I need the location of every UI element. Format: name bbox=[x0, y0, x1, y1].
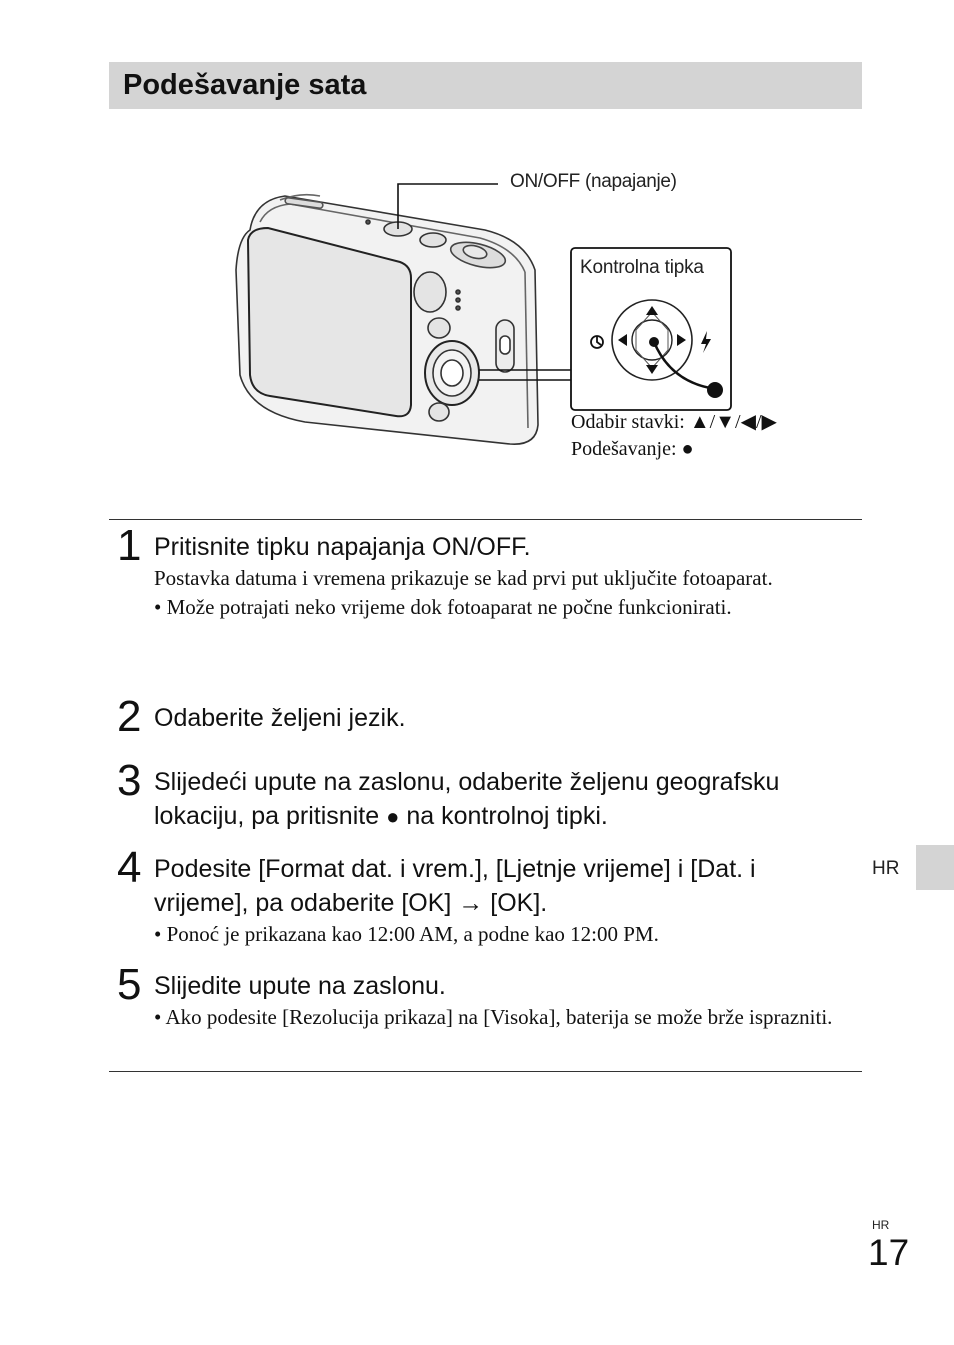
side-language-label: HR bbox=[872, 858, 900, 879]
step-2 bbox=[109, 692, 869, 741]
step-heading-part1: Slijedeći upute na zaslonu, odaberite željenu geografsku lokaciju, pa pritisnite bbox=[154, 768, 780, 830]
step-3 bbox=[109, 756, 869, 834]
divider-bottom bbox=[109, 1071, 862, 1072]
step-bullet: • Može potrajati neko vrijeme dok fotoaparat ne počne funkcionirati. bbox=[154, 595, 732, 619]
step-heading bbox=[154, 765, 874, 834]
step-number: 3 bbox=[117, 756, 142, 805]
step-bullet: • Ponoć je prikazana kao 12:00 AM, a podne kao 12:00 PM. bbox=[154, 922, 659, 946]
step-body: Postavka datuma i vremena prikazuje se kad prvi put uključite fotoaparat. bbox=[154, 566, 773, 590]
caption-set: Podešavanje: ● bbox=[571, 438, 694, 460]
step-number: 1 bbox=[117, 521, 142, 570]
footer-language: HR bbox=[872, 1218, 890, 1232]
power-label: ON/OFF (napajanje) bbox=[510, 171, 677, 192]
step-number: 4 bbox=[117, 843, 142, 892]
step-number: 5 bbox=[117, 960, 142, 1009]
divider-top bbox=[109, 519, 862, 520]
section-title: Podešavanje sata bbox=[123, 69, 367, 101]
step-5 bbox=[109, 960, 869, 1032]
step-heading: Pritisnite tipku napajanja ON/OFF. bbox=[154, 533, 531, 561]
control-label: Kontrolna tipka bbox=[580, 257, 704, 278]
step-heading: Slijedite upute na zaslonu. bbox=[154, 972, 446, 1000]
section-title-bar bbox=[109, 62, 862, 109]
step-heading: Podesite [Format dat. i vrem.], [Ljetnje vrijeme] i [Dat. i vrijeme], pa odaberite [OK] → [OK]. bbox=[154, 855, 756, 917]
page-number: 17 bbox=[868, 1232, 910, 1273]
caption-select: Odabir stavki: ▲/▼/◀/▶ bbox=[571, 411, 777, 433]
step-heading-part2: na kontrolnoj tipki. bbox=[406, 802, 608, 830]
step-1 bbox=[109, 521, 869, 622]
step-bullet: • Ako podesite [Rezolucija prikaza] na [Visoka], baterija se može brže isprazniti. bbox=[154, 1005, 833, 1029]
step-heading: Odaberite željeni jezik. bbox=[154, 704, 406, 732]
side-tab bbox=[916, 845, 954, 890]
set-dot-icon: ● bbox=[386, 804, 400, 829]
step-4 bbox=[109, 843, 869, 949]
step-number: 2 bbox=[117, 692, 142, 741]
